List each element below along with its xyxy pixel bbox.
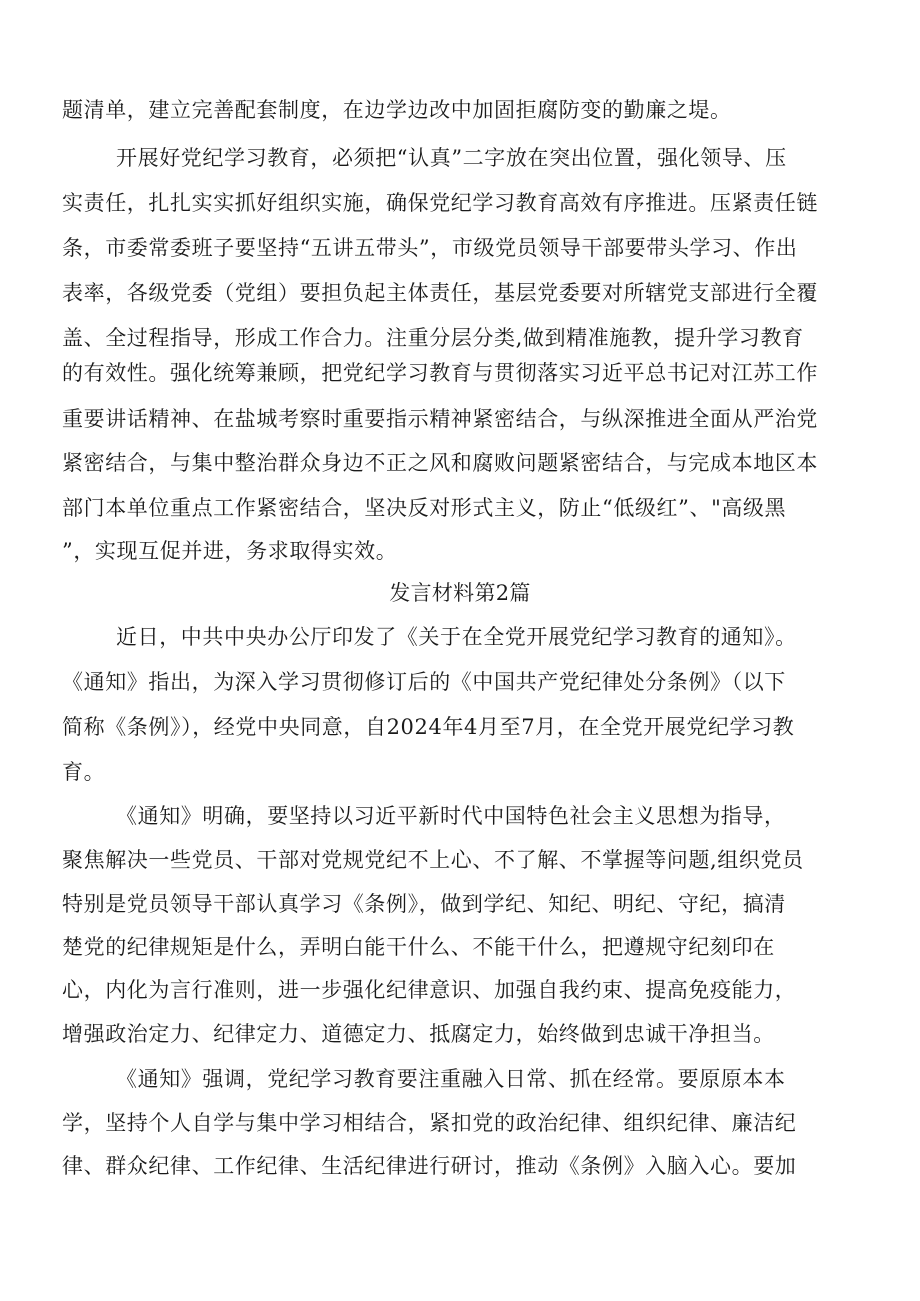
text-line: 紧密结合，与集中整治群众身边不正之风和腐败问题紧密结合，与完成本地区本: [62, 451, 818, 475]
text-line: 《通知》明确，要坚持以习近平新时代中国特色社会主义思想为指导，: [116, 804, 786, 828]
text-line: 聚焦解决一些党员、干部对党规党纪不上心、不了解、不掌握等问题,组织党员: [62, 848, 804, 872]
text-line: 特别是党员领导干部认真学习《条例》，做到学纪、知纪、明纪、守纪，搞清: [62, 892, 786, 916]
text-line: 题清单，建立完善配套制度，在边学边改中加固拒腐防变的勤廉之堤。: [62, 98, 732, 122]
text-line: 律、群众纪律、工作纪律、生活纪律进行研讨，推动《条例》入脑入心。要加: [62, 1154, 797, 1178]
text-line: 开展好党纪学习教育，必须把“认真”二字放在突出位置，强化领导、压: [116, 146, 787, 170]
text-line: 楚党的纪律规矩是什么，弄明白能干什么、不能干什么，把遵规守纪刻印在: [62, 935, 775, 959]
text-line: 表率，各级党委（党组）要担负起主体责任，基层党委要对所辖党支部进行全覆: [62, 281, 818, 305]
section-title: 发言材料第2篇: [389, 581, 531, 605]
text-line: ”，实现互促并进，务求取得实效。: [62, 539, 398, 563]
text-line: 简称《条例》），经党中央同意，自2024年4月至7月，在全党开展党纪学习教: [62, 715, 795, 739]
text-line: 条，市委常委班子要坚持“五讲五带头”，市级党员领导干部要带头学习、作出: [62, 236, 798, 260]
text-line: 的有效性。强化统筹兼顾，把党纪学习教育与贯彻落实习近平总书记对江苏工作: [62, 361, 818, 385]
text-line: 《通知》指出，为深入学习贯彻修订后的《中国共产党纪律处分条例》（以下: [62, 670, 786, 694]
text-line: 部门本单位重点工作紧密结合，坚决反对形式主义，防止“低级红”、"高级黑: [62, 496, 787, 520]
text-line: 《通知》强调，党纪学习教育要注重融入日常、抓在经常。要原原本本: [116, 1067, 786, 1091]
text-line: 盖、全过程指导，形成工作合力。注重分层分类,做到精准施教，提升学习教育: [62, 326, 804, 350]
text-line: 增强政治定力、纪律定力、道德定力、抵腐定力，始终做到忠诚干净担当。: [62, 1022, 775, 1046]
text-line: 育。: [62, 760, 106, 784]
text-line: 近日，中共中央办公厅印发了《关于在全党开展党纪学习教育的通知》。: [116, 625, 797, 649]
text-line: 实责任，扎扎实实抓好组织实施，确保党纪学习教育高效有序推进。压紧责任链: [62, 191, 818, 215]
text-line: 学，坚持个人自学与集中学习相结合，紧扣党的政治纪律、组织纪律、廉洁纪: [62, 1111, 797, 1135]
text-line: 心，内化为言行准则，进一步强化纪律意识、加强自我约束、提高免疫能力，: [62, 978, 797, 1002]
text-line: 重要讲话精神、在盐城考察时重要指示精神紧密结合，与纵深推进全面从严治党: [62, 407, 818, 431]
